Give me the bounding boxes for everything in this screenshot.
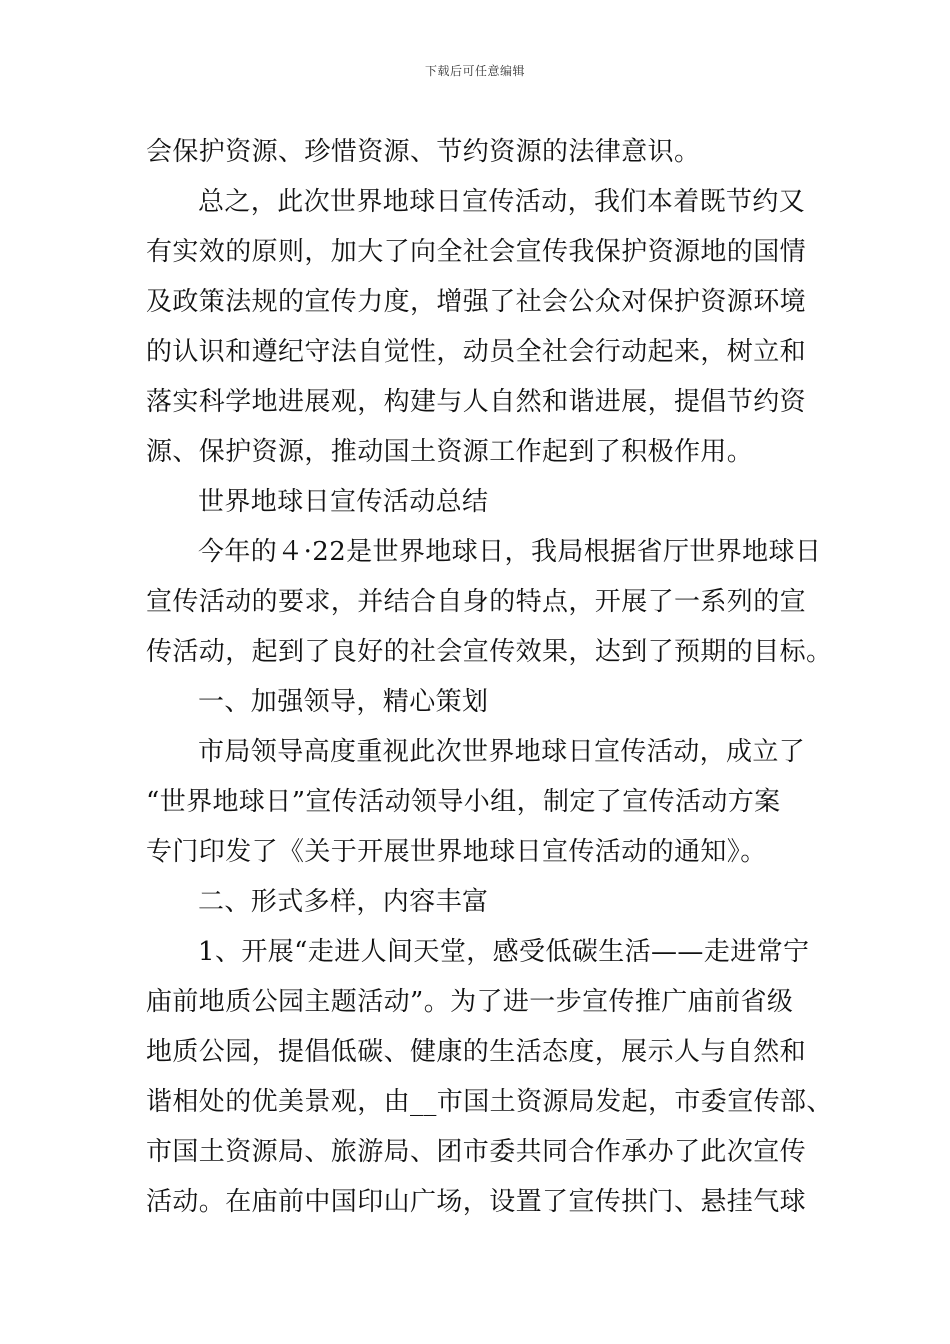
paragraph-line: 的认识和遵纪守法自觉性，动员全社会行动起来，树立和 <box>146 337 807 367</box>
paragraph-line: 1、开展“走进人间天堂，感受低碳生活——走进常宁 <box>198 937 810 967</box>
section-heading: 一、加强领导，精心策划 <box>198 687 489 717</box>
paragraph-line: 传活动，起到了良好的社会宣传效果，达到了预期的目标。 <box>146 637 833 667</box>
paragraph-line: 活动。在庙前中国印山广场，设置了宣传拱门、悬挂气球 <box>146 1187 807 1217</box>
document-body <box>146 127 833 1227</box>
paragraph-line: 有实效的原则，加大了向全社会宣传我保护资源地的国情 <box>146 237 807 267</box>
paragraph-line: 庙前地质公园主题活动”。为了进一步宣传推广庙前省级 <box>146 987 794 1017</box>
paragraph-line: 及政策法规的宣传力度，增强了社会公众对保护资源环境 <box>146 287 807 317</box>
section-title: 世界地球日宣传活动总结 <box>198 487 489 517</box>
paragraph-line: 宣传活动的要求，并结合自身的特点，开展了一系列的宣 <box>146 587 807 617</box>
paragraph-line: 市国土资源局、旅游局、团市委共同合作承办了此次宣传 <box>146 1137 807 1167</box>
paragraph-line: 市局领导高度重视此次世界地球日宣传活动，成立了 <box>198 737 806 767</box>
paragraph-line: 今年的４·22是世界地球日，我局根据省厅世界地球日 <box>198 537 822 567</box>
paragraph-line: 源、保护资源，推动国土资源工作起到了积极作用。 <box>146 437 754 467</box>
section-heading: 二、形式多样，内容丰富 <box>198 887 489 917</box>
paragraph-line: 地质公园，提倡低碳、健康的生活态度，展示人与自然和 <box>146 1037 807 1067</box>
paragraph-line: 总之，此次世界地球日宣传活动，我们本着既节约又 <box>198 187 806 217</box>
paragraph-line: 谐相处的优美景观，由__市国土资源局发起，市委宣传部、 <box>146 1087 833 1117</box>
page-header: 下载后可任意编辑 <box>424 64 525 78</box>
paragraph-line: “世界地球日”宣传活动领导小组，制定了宣传活动方案 <box>146 787 781 817</box>
paragraph-line: 落实科学地进展观，构建与人自然和谐进展，提倡节约资 <box>146 387 807 417</box>
paragraph-line: 会保护资源、珍惜资源、节约资源的法律意识。 <box>146 137 701 167</box>
paragraph-line: 专门印发了《关于开展世界地球日宣传活动的通知》。 <box>146 837 767 867</box>
